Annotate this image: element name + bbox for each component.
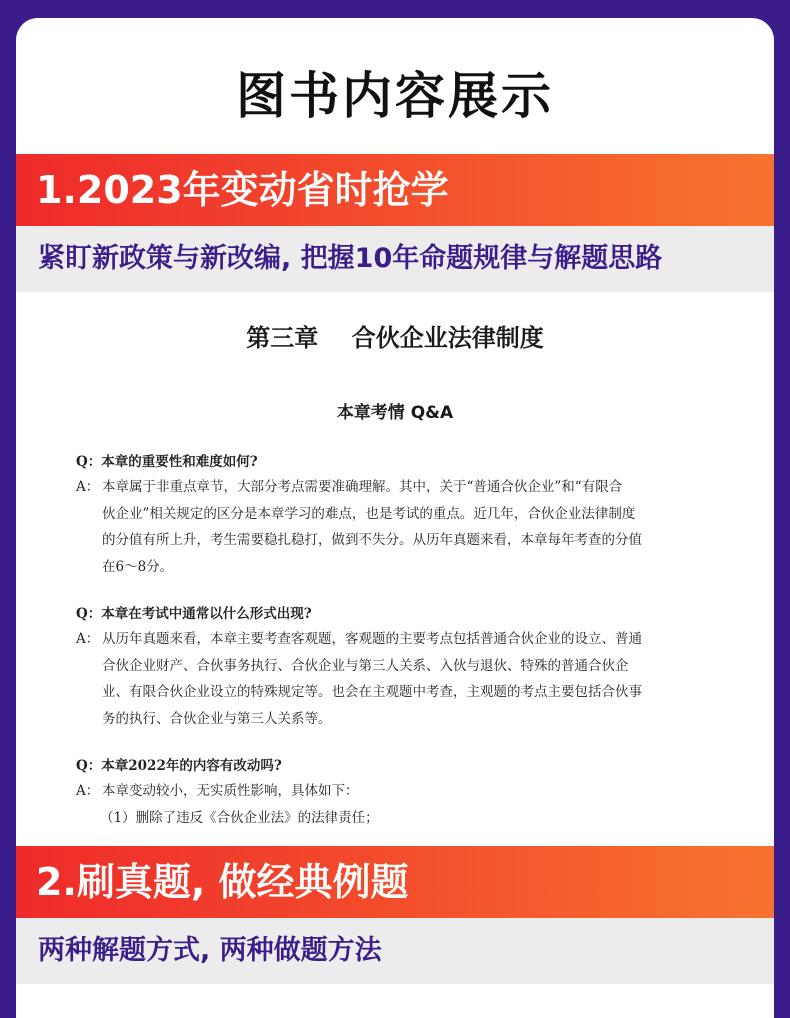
answer-line: 从历年真题来看，本章主要考查客观题，客观题的主要考点包括普通合伙企业的设立、普通 — [102, 631, 642, 647]
answer-label: A： — [76, 631, 100, 647]
question: Q：本章2022年的内容有改动吗? — [76, 758, 282, 774]
answer-label: A： — [76, 783, 100, 799]
qa-block-changes — [76, 754, 736, 831]
page-title: 图书内容展示 — [236, 67, 554, 125]
answer-line: 本章属于非重点章节，大部分考点需要准确理解。其中，关于“普通合伙企业”和“有限合 — [102, 479, 623, 495]
answer-line: 的分值有所上升，考生需要稳扎稳打，做到不失分。从历年真题来看，本章每年考查的分值 — [102, 532, 642, 548]
answer-line: 在6～8分。 — [102, 558, 174, 575]
question: Q：本章的重要性和难度如何? — [76, 454, 258, 470]
content-card — [16, 18, 774, 1018]
section-1-banner: 1.2023年变动省时抢学 — [16, 154, 774, 226]
section-2-subtitle: 两种解题方式, 两种做题方法 — [16, 918, 774, 984]
chapter-title: 第三章 合伙企业法律制度 — [246, 323, 544, 352]
answer-line: 本章变动较小，无实质性影响，具体如下： — [102, 783, 359, 799]
section-heading: 本章考情 Q&A — [336, 403, 454, 423]
qa-block-importance — [76, 450, 736, 580]
answer-line: 务的执行、合伙企业与第三人关系等。 — [102, 710, 332, 727]
question: Q：本章在考试中通常以什么形式出现? — [76, 606, 312, 622]
answer — [76, 778, 736, 805]
change-list-item: （1）删除了违反《合伙企业法》的法律责任； — [100, 809, 379, 826]
book-page-excerpt — [16, 292, 774, 846]
answer-line: 合伙企业财产、合伙事务执行、合伙企业与第三人关系、入伙与退伙、特殊的普通合伙企 — [102, 657, 629, 674]
section-1-subtitle: 紧盯新政策与新改编, 把握10年命题规律与解题思路 — [16, 226, 774, 292]
qa-block-exam-form — [76, 602, 736, 732]
answer-line: 伙企业”相关规定的区分是本章学习的难点，也是考试的重点。近几年，合伙企业法律制度 — [102, 505, 636, 522]
answer-line: 业、有限合伙企业设立的特殊规定等。也会在主观题中考查，主观题的考点主要包括合伙事 — [102, 684, 642, 700]
answer-label: A： — [76, 479, 100, 495]
section-2-banner: 2.刷真题, 做经典例题 — [16, 846, 774, 918]
answer — [76, 626, 736, 732]
answer — [76, 474, 736, 580]
